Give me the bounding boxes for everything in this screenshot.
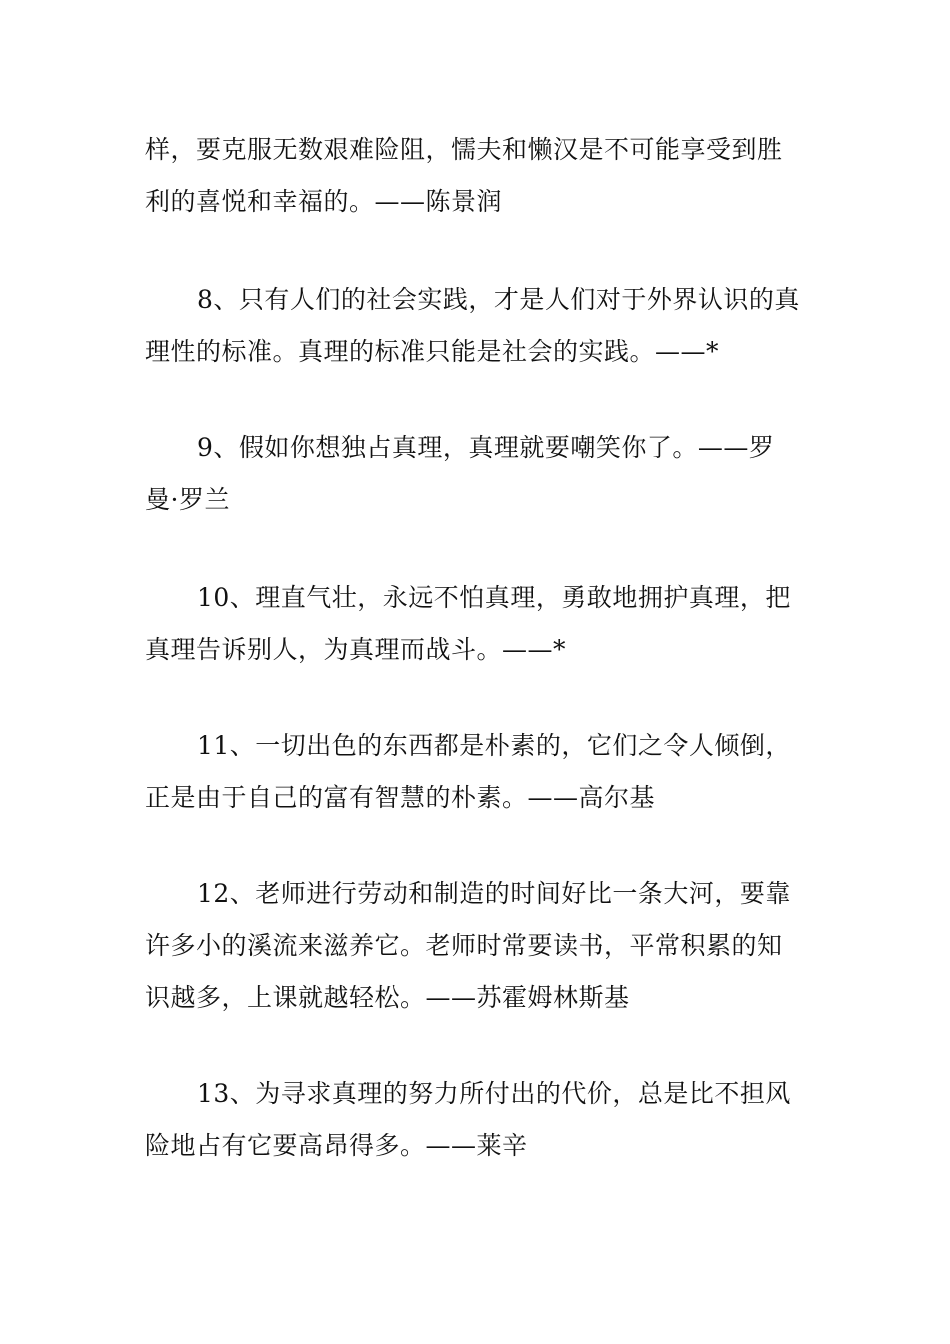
text-line: 险地占有它要高昂得多。——莱辛 <box>145 1131 528 1160</box>
text-line: 识越多，上课就越轻松。——苏霍姆林斯基 <box>145 983 630 1012</box>
text-line: 许多小的溪流来滋养它。老师时常要读书，平常积累的知 <box>145 931 783 960</box>
text-line: 理性的标准。真理的标准只能是社会的实践。——* <box>145 337 720 366</box>
quote-paragraph-11 <box>145 720 810 824</box>
quote-paragraph-9 <box>145 422 810 526</box>
quote-paragraph-12 <box>145 868 810 1024</box>
text-line: 样，要克服无数艰难险阻，懦夫和懒汉是不可能享受到胜 <box>145 135 783 164</box>
text-line: 11、一切出色的东西都是朴素的，它们之令人倾倒， <box>197 731 791 760</box>
text-line: 正是由于自己的富有智慧的朴素。——高尔基 <box>145 783 656 812</box>
quote-paragraph-13 <box>145 1068 810 1172</box>
quote-paragraph-8 <box>145 274 810 378</box>
text-line: 10、理直气壮，永远不怕真理，勇敢地拥护真理，把 <box>197 583 791 612</box>
quote-paragraph-10 <box>145 572 810 676</box>
paragraph-continuation <box>145 124 810 228</box>
text-line: 9、假如你想独占真理，真理就要嘲笑你了。——罗 <box>197 433 775 462</box>
text-line: 曼·罗兰 <box>145 485 230 514</box>
text-line: 12、老师进行劳动和制造的时间好比一条大河，要靠 <box>197 879 791 908</box>
text-line: 利的喜悦和幸福的。——陈景润 <box>145 187 503 216</box>
text-line: 13、为寻求真理的努力所付出的代价，总是比不担风 <box>197 1079 791 1108</box>
text-line: 真理告诉别人，为真理而战斗。——* <box>145 635 567 664</box>
text-line: 8、只有人们的社会实践，才是人们对于外界认识的真 <box>197 285 800 314</box>
